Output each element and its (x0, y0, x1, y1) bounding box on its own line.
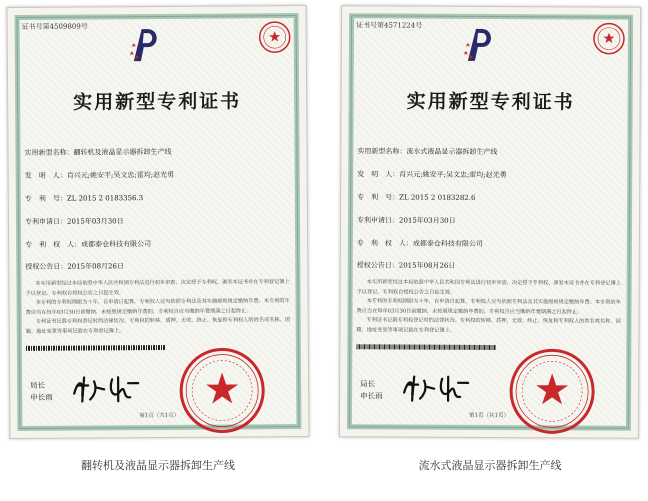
red-official-seal-icon (508, 347, 596, 435)
field-application-date: 专利申请日：2015年03月30日 (356, 216, 456, 225)
barcode (356, 344, 496, 350)
director-name: 申长雨 (360, 391, 383, 401)
small-seal-icon (258, 20, 292, 54)
director-block (30, 380, 53, 404)
certificate-number: 证书号第4509809号 (21, 22, 88, 31)
field-grant-date: 授权公告日：2015年08月26日 (356, 261, 456, 270)
certificate-body-text: 本实用新型经过本局依照中华人民共和国专利法进行初步审查，决定授予专利权，颁发本证书并在专利登记簿上予以登记。专利权自授权公告之日起生效。 本专利的专利权期限为十年，自申请日起算。专利权人应当依照专利法及其实施细则规定缴纳年费。本专利的年费应当在每年03月30日前缴纳。未按照规定缴纳年费的，专利权自应当缴纳年费期满之日起终止。 专利证书记载专利权登记时的法律状况。专利权的转移、质押、无效、终止、恢复和专利权人的姓名或名称、国籍、地址变更等事项记载在专利登记簿上。 (25, 279, 290, 335)
field-utility-name: 实用新型名称：流水式液晶显示器拆卸生产线 (357, 147, 498, 157)
field-utility-name: 实用新型名称：翻转机及液晶显示器拆卸生产线 (24, 147, 172, 157)
caption-right: 流水式液晶显示器拆卸生产线 (418, 459, 562, 472)
director-block (360, 378, 383, 402)
red-official-seal-icon (178, 346, 267, 435)
director-name: 申长雨 (30, 392, 53, 402)
page-number: 第1页（共1页） (468, 412, 509, 420)
field-patent-number: 专 利 号：ZL 2015 2 0183282.6 (357, 193, 476, 202)
patent-office-logo-icon (126, 25, 166, 65)
director-title: 局长 (360, 379, 376, 389)
certificate-body-text: 本实用新型经过本局依照中华人民共和国专利法进行初步审查，决定授予专利权，颁发本证书并在专利登记簿上予以登记。专利权自授权公告之日起生效。 本专利的专利权期限为十年，自申请日起算。专利权人应当依照专利法及其实施细则规定缴纳年费。本专利的年费应当在每年03月30日前缴纳。未按照规定缴纳年费的，专利权自应当缴纳年费期满之日起终止。 专利证书记载专利权登记时的法律状况。专利权的转移、质押、无效、终止、恢复和专利权人的姓名或名称、国籍、地址变更等事项记载在专利登记簿上。 (356, 279, 621, 334)
signature-icon (68, 369, 148, 408)
certificate-title: 实用新型专利证书 (73, 90, 242, 114)
director-title: 局长 (30, 380, 46, 390)
caption-left: 翻转机及液晶显示器拆卸生产线 (81, 459, 235, 472)
barcode (26, 345, 166, 351)
field-inventors: 发 明 人：肖兴元;姚安平;吴文忠;雷均;赵光勇 (24, 170, 175, 180)
signature-icon (398, 369, 478, 407)
field-patent-number: 专 利 号：ZL 2015 2 0183356.3 (24, 194, 144, 203)
certificate-right (339, 5, 641, 439)
certificate-number: 证书号第4571224号 (356, 21, 423, 30)
field-inventors: 发 明 人：肖兴元;姚安平;吴文忠;雷均;赵光勇 (357, 170, 507, 180)
field-patentee: 专 利 权 人：成都泰仓科技有限公司 (356, 239, 483, 248)
certificate-title: 实用新型专利证书 (406, 90, 575, 114)
field-application-date: 专利申请日：2015年03月30日 (24, 217, 124, 226)
field-patentee: 专 利 权 人：成都泰仓科技有限公司 (25, 240, 152, 249)
field-grant-date: 授权公告日：2015年08月26日 (25, 262, 124, 271)
certificate-left (6, 5, 309, 439)
small-seal-icon (592, 22, 626, 56)
page-number: 第1页（共1页） (139, 412, 180, 420)
patent-office-logo-icon (460, 25, 500, 65)
